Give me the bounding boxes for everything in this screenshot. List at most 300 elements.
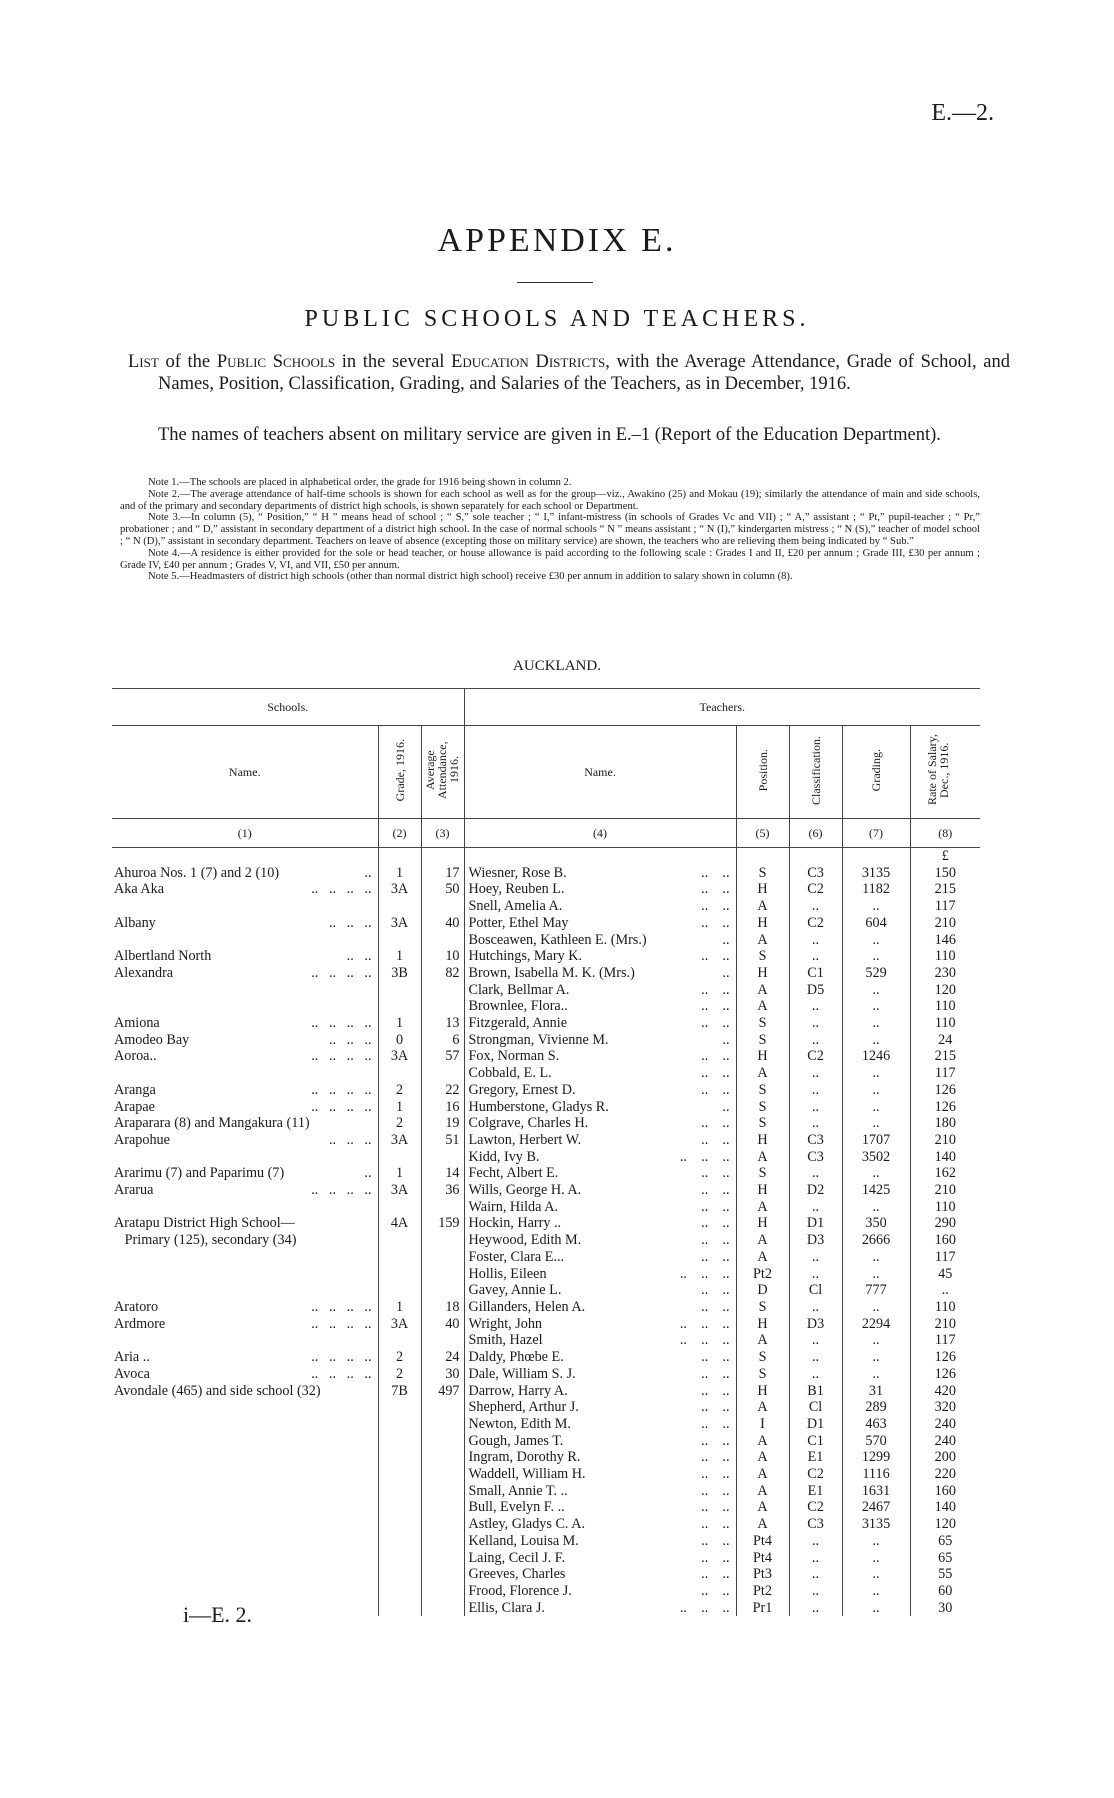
classification-cell: ..	[789, 1015, 842, 1032]
school-leader-dots: .. .. .. ..	[311, 1315, 372, 1332]
grading-cell: ..	[842, 1550, 910, 1567]
attendance-cell: 40	[421, 1316, 464, 1333]
grading-cell: ..	[842, 982, 910, 999]
salary-cell: 210	[910, 1316, 980, 1333]
teacher-cell	[464, 1316, 736, 1333]
grade-cell: 7B	[378, 1383, 421, 1400]
attendance-cell	[421, 1516, 464, 1533]
grade-cell	[378, 1249, 421, 1266]
teacher-name: Snell, Amelia A.	[468, 898, 563, 915]
teacher-leader-dots: .. .. ..	[679, 1148, 730, 1165]
teacher-leader-dots: .. ..	[701, 1582, 730, 1599]
school-cell	[112, 948, 378, 965]
school-cell	[112, 1082, 378, 1099]
school-cell	[112, 1266, 378, 1283]
grading-cell: ..	[842, 1566, 910, 1583]
teacher-leader-dots: .. ..	[701, 1131, 730, 1148]
teacher-leader-dots: ..	[722, 1031, 730, 1048]
attendance-cell: 24	[421, 1349, 464, 1366]
col-position	[736, 726, 789, 819]
teacher-name: Wairn, Hilda A.	[468, 1198, 558, 1215]
grade-cell: 3A	[378, 1132, 421, 1149]
salary-cell: ..	[910, 1282, 980, 1299]
position-cell: Pt4	[736, 1533, 789, 1550]
classification-cell: D2	[789, 1182, 842, 1199]
position-cell: H	[736, 915, 789, 932]
teacher-name: Ellis, Clara J.	[468, 1599, 545, 1616]
table-row	[112, 1299, 980, 1316]
attendance-cell	[421, 1149, 464, 1166]
position-cell: H	[736, 1215, 789, 1232]
salary-cell: 110	[910, 948, 980, 965]
grade-cell	[378, 1149, 421, 1166]
salary-cell: 45	[910, 1266, 980, 1283]
col-num-8: (8)	[910, 819, 980, 848]
col-num-4: (4)	[464, 819, 736, 848]
salary-cell: 65	[910, 1533, 980, 1550]
intro-w3: Education Districts	[451, 352, 606, 372]
classification-cell: ..	[789, 1349, 842, 1366]
grade-cell	[378, 998, 421, 1015]
teacher-name: Strongman, Vivienne M.	[468, 1031, 609, 1048]
table-row	[112, 1349, 980, 1366]
teacher-cell	[464, 1132, 736, 1149]
classification-cell: ..	[789, 1583, 842, 1600]
teacher-leader-dots: .. ..	[701, 898, 730, 915]
teacher-name: Daldy, Phœbe E.	[468, 1349, 564, 1366]
classification-cell: C3	[789, 1132, 842, 1149]
notes-block	[120, 477, 980, 583]
grade-cell: 2	[378, 1349, 421, 1366]
position-cell: H	[736, 965, 789, 982]
attendance-cell	[421, 1600, 464, 1617]
col-classification-label: Classification.	[808, 735, 823, 805]
school-cell	[112, 1349, 378, 1366]
attendance-cell: 30	[421, 1366, 464, 1383]
teacher-name: Kidd, Ivy B.	[468, 1148, 540, 1165]
teacher-cell	[464, 1249, 736, 1266]
attendance-cell: 82	[421, 965, 464, 982]
school-name: Aka Aka	[114, 881, 165, 898]
grading-cell: ..	[842, 1533, 910, 1550]
grade-cell: 3A	[378, 915, 421, 932]
teacher-name: Fox, Norman S.	[468, 1048, 560, 1065]
grading-cell: ..	[842, 1115, 910, 1132]
teacher-cell	[464, 881, 736, 898]
table-row	[112, 1466, 980, 1483]
school-cell	[112, 1199, 378, 1216]
grading-cell: ..	[842, 1015, 910, 1032]
salary-cell: 220	[910, 1466, 980, 1483]
school-cell	[112, 1383, 378, 1400]
grading-cell: ..	[842, 1082, 910, 1099]
teacher-name: Gillanders, Helen A.	[468, 1298, 586, 1315]
teacher-cell	[464, 1416, 736, 1433]
intro-t3: , with the Average Attendance, Grade of School, and Names, Position, Classification, Grading, and Salaries of the Teachers, as in December, 1916.	[158, 352, 1011, 394]
school-leader-dots: .. .. .. ..	[311, 1365, 372, 1382]
attendance-cell	[421, 1266, 464, 1283]
teacher-cell	[464, 1032, 736, 1049]
teacher-name: Heywood, Edith M.	[468, 1232, 582, 1249]
table-row	[112, 1483, 980, 1500]
grading-cell: 1707	[842, 1132, 910, 1149]
attendance-cell	[421, 1583, 464, 1600]
table-row	[112, 982, 980, 999]
school-cell	[112, 1449, 378, 1466]
table-row	[112, 898, 980, 915]
classification-cell: E1	[789, 1449, 842, 1466]
grade-cell	[378, 982, 421, 999]
grading-cell: 31	[842, 1383, 910, 1400]
col-salary-label: Rate of Salary, Dec., 1916.	[925, 734, 952, 806]
position-cell: A	[736, 1499, 789, 1516]
grading-cell: ..	[842, 1349, 910, 1366]
school-cell	[112, 1115, 378, 1132]
grading-cell: ..	[842, 898, 910, 915]
grading-cell: ..	[842, 1199, 910, 1216]
position-cell: D	[736, 1282, 789, 1299]
teacher-leader-dots: .. ..	[701, 1215, 730, 1232]
grade-cell	[378, 1232, 421, 1249]
school-leader-dots: .. .. .. ..	[311, 881, 372, 898]
grade-cell: 3A	[378, 1182, 421, 1199]
salary-cell: 117	[910, 898, 980, 915]
classification-cell: ..	[789, 1199, 842, 1216]
grading-cell: 1116	[842, 1466, 910, 1483]
position-cell: S	[736, 865, 789, 882]
teacher-cell	[464, 1182, 736, 1199]
position-cell: H	[736, 881, 789, 898]
grade-cell: 3B	[378, 965, 421, 982]
school-name: Ahuroa Nos. 1 (7) and 2 (10)	[114, 864, 280, 881]
teacher-name: Gavey, Annie L.	[468, 1282, 562, 1299]
intro-w1: List	[128, 352, 159, 372]
school-cell	[112, 1366, 378, 1383]
table-row	[112, 1182, 980, 1199]
grade-cell	[378, 1566, 421, 1583]
attendance-cell: 13	[421, 1015, 464, 1032]
teacher-name: Hoey, Reuben L.	[468, 881, 565, 898]
classification-cell: ..	[789, 1065, 842, 1082]
teacher-name: Hutchings, Mary K.	[468, 948, 583, 965]
spacer-row	[112, 848, 980, 865]
teacher-leader-dots: .. ..	[701, 1232, 730, 1249]
school-name: Aratapu District High School—	[114, 1215, 295, 1232]
attendance-cell: 159	[421, 1215, 464, 1232]
col-position-label: Position.	[755, 748, 770, 792]
classification-cell: ..	[789, 1082, 842, 1099]
position-cell: A	[736, 1466, 789, 1483]
teacher-name: Hockin, Harry ..	[468, 1215, 562, 1232]
position-cell: A	[736, 1516, 789, 1533]
salary-cell: 160	[910, 1232, 980, 1249]
attendance-cell: 19	[421, 1115, 464, 1132]
position-cell: Pt2	[736, 1583, 789, 1600]
teacher-leader-dots: .. ..	[701, 1449, 730, 1466]
grade-cell	[378, 1332, 421, 1349]
group-teachers: Teachers.	[464, 689, 980, 726]
grading-cell: ..	[842, 1366, 910, 1383]
teacher-cell	[464, 1583, 736, 1600]
school-name: Aratoro	[114, 1298, 159, 1315]
position-cell: Pt2	[736, 1266, 789, 1283]
teacher-name: Bull, Evelyn F. ..	[468, 1499, 565, 1516]
grade-cell	[378, 1065, 421, 1082]
salary-cell: 210	[910, 1182, 980, 1199]
classification-cell: ..	[789, 932, 842, 949]
grade-cell: 3A	[378, 1316, 421, 1333]
teacher-leader-dots: .. ..	[701, 1482, 730, 1499]
classification-cell: ..	[789, 1332, 842, 1349]
salary-cell: 146	[910, 932, 980, 949]
teacher-cell	[464, 1048, 736, 1065]
teacher-leader-dots: .. ..	[701, 914, 730, 931]
school-name: Avoca	[114, 1365, 150, 1382]
position-cell: A	[736, 1249, 789, 1266]
classification-cell: ..	[789, 1165, 842, 1182]
grading-cell: ..	[842, 1600, 910, 1617]
classification-cell: C2	[789, 881, 842, 898]
salary-cell: 126	[910, 1349, 980, 1366]
teacher-leader-dots: .. ..	[701, 1081, 730, 1098]
table-row	[112, 1249, 980, 1266]
teacher-name: Clark, Bellmar A.	[468, 981, 570, 998]
grade-cell: 1	[378, 1015, 421, 1032]
col-grading	[842, 726, 910, 819]
school-name: Amiona	[114, 1015, 160, 1032]
col-school-name: Name.	[112, 726, 378, 819]
teacher-leader-dots: .. ..	[701, 1198, 730, 1215]
position-cell: S	[736, 948, 789, 965]
grading-cell: ..	[842, 1266, 910, 1283]
classification-cell: Cl	[789, 1282, 842, 1299]
grade-cell: 1	[378, 1299, 421, 1316]
salary-cell: 215	[910, 881, 980, 898]
col-num-6: (6)	[789, 819, 842, 848]
teacher-cell	[464, 1449, 736, 1466]
table-row	[112, 865, 980, 882]
teacher-leader-dots: .. .. ..	[679, 1315, 730, 1332]
salary-cell: 60	[910, 1583, 980, 1600]
grade-cell	[378, 1499, 421, 1516]
classification-cell: D3	[789, 1316, 842, 1333]
col-grade-label: Grade, 1916.	[392, 738, 407, 802]
classification-cell: ..	[789, 998, 842, 1015]
salary-cell: 162	[910, 1165, 980, 1182]
teacher-leader-dots: .. ..	[701, 981, 730, 998]
school-name: Arapae	[114, 1098, 155, 1115]
col-teacher-name: Name.	[464, 726, 736, 819]
teacher-leader-dots: .. ..	[701, 1048, 730, 1065]
teacher-leader-dots: .. ..	[701, 1532, 730, 1549]
salary-cell: 126	[910, 1099, 980, 1116]
school-cell	[112, 1533, 378, 1550]
note-1: Note 1.—The schools are placed in alphabetical order, the grade for 1916 being shown in column 2.	[148, 477, 572, 488]
school-cell	[112, 965, 378, 982]
teacher-cell	[464, 1499, 736, 1516]
grade-cell	[378, 1533, 421, 1550]
attendance-cell	[421, 1282, 464, 1299]
school-cell	[112, 932, 378, 949]
grade-cell	[378, 1433, 421, 1450]
teacher-cell	[464, 1065, 736, 1082]
col-num-5: (5)	[736, 819, 789, 848]
teacher-name: Brown, Isabella M. K. (Mrs.)	[468, 964, 635, 981]
classification-cell: D5	[789, 982, 842, 999]
page-reference: E.—2.	[931, 100, 994, 126]
teacher-cell	[464, 1433, 736, 1450]
teacher-name: Waddell, William H.	[468, 1466, 586, 1483]
school-cell	[112, 1048, 378, 1065]
appendix-title: APPENDIX E.	[437, 222, 677, 259]
grade-cell	[378, 1583, 421, 1600]
page-footer: i—E. 2.	[183, 1602, 253, 1627]
teacher-leader-dots: .. ..	[701, 1499, 730, 1516]
position-cell: A	[736, 1449, 789, 1466]
table-row	[112, 1383, 980, 1400]
teacher-name: Ingram, Dorothy R.	[468, 1449, 581, 1466]
teacher-cell	[464, 1015, 736, 1032]
table-row	[112, 1316, 980, 1333]
school-leader-dots: .. .. .. ..	[311, 964, 372, 981]
attendance-cell	[421, 1533, 464, 1550]
salary-cell: 320	[910, 1399, 980, 1416]
teacher-leader-dots: .. ..	[701, 1399, 730, 1416]
school-name: Ardmore	[114, 1315, 166, 1332]
salary-cell: 140	[910, 1149, 980, 1166]
teacher-name: Bosceawen, Kathleen E. (Mrs.)	[468, 931, 647, 948]
school-cell	[112, 1232, 378, 1249]
school-name: Aoroa..	[114, 1048, 157, 1065]
attendance-cell	[421, 1232, 464, 1249]
classification-cell: ..	[789, 1115, 842, 1132]
school-leader-dots: .. .. .. ..	[311, 1048, 372, 1065]
teacher-name: Foster, Clara E...	[468, 1248, 565, 1265]
table-row	[112, 1215, 980, 1232]
grading-cell: ..	[842, 1165, 910, 1182]
school-leader-dots: .. .. ..	[328, 914, 372, 931]
salary-cell: 290	[910, 1215, 980, 1232]
school-name: Araparara (8) and Mangakura (11)	[114, 1115, 310, 1132]
position-cell: H	[736, 1383, 789, 1400]
col-attendance-label: Average Attendance, 1916.	[422, 741, 461, 799]
table-row	[112, 998, 980, 1015]
salary-cell: 55	[910, 1566, 980, 1583]
teacher-leader-dots: .. ..	[701, 1549, 730, 1566]
position-cell: A	[736, 1483, 789, 1500]
salary-cell: 180	[910, 1115, 980, 1132]
attendance-cell: 18	[421, 1299, 464, 1316]
teacher-name: Gough, James T.	[468, 1432, 564, 1449]
school-leader-dots: ..	[364, 864, 372, 881]
teacher-leader-dots: .. .. ..	[679, 1332, 730, 1349]
grade-cell: 1	[378, 948, 421, 965]
district-heading: AUCKLAND.	[513, 658, 601, 674]
school-name: Albany	[114, 914, 156, 931]
attendance-cell: 57	[421, 1048, 464, 1065]
grade-cell: 1	[378, 1099, 421, 1116]
salary-cell: 140	[910, 1499, 980, 1516]
attendance-cell	[421, 1499, 464, 1516]
grade-cell	[378, 1600, 421, 1617]
attendance-cell: 50	[421, 881, 464, 898]
salary-cell: 110	[910, 1299, 980, 1316]
grade-cell	[378, 1282, 421, 1299]
table-row	[112, 1366, 980, 1383]
grading-cell: ..	[842, 1583, 910, 1600]
grade-cell	[378, 1199, 421, 1216]
grading-cell: 1631	[842, 1483, 910, 1500]
position-cell: A	[736, 982, 789, 999]
salary-cell: 117	[910, 1065, 980, 1082]
position-cell: Pt3	[736, 1566, 789, 1583]
classification-cell: ..	[789, 1299, 842, 1316]
intro-w2: Public Schools	[216, 352, 336, 372]
teacher-leader-dots: .. ..	[701, 1298, 730, 1315]
table-row	[112, 1533, 980, 1550]
teacher-name: Small, Annie T. ..	[468, 1482, 568, 1499]
table-row	[112, 915, 980, 932]
intro-paragraph	[128, 351, 1010, 395]
school-leader-dots: ..	[364, 1165, 372, 1182]
teacher-name: Frood, Florence J.	[468, 1582, 572, 1599]
attendance-cell: 40	[421, 915, 464, 932]
classification-cell: C2	[789, 915, 842, 932]
classification-cell: ..	[789, 948, 842, 965]
grading-cell: 1182	[842, 881, 910, 898]
classification-cell: C1	[789, 965, 842, 982]
classification-cell: D1	[789, 1416, 842, 1433]
teacher-name: Fitzgerald, Annie	[468, 1015, 568, 1032]
grading-cell: 289	[842, 1399, 910, 1416]
attendance-cell	[421, 1449, 464, 1466]
teacher-cell	[464, 932, 736, 949]
school-leader-dots: .. .. ..	[328, 1131, 372, 1148]
teacher-name: Wiesner, Rose B.	[468, 864, 567, 881]
attendance-cell: 22	[421, 1082, 464, 1099]
position-cell: A	[736, 998, 789, 1015]
table-row	[112, 1232, 980, 1249]
teacher-leader-dots: .. ..	[701, 998, 730, 1015]
grading-cell: ..	[842, 1032, 910, 1049]
school-cell	[112, 1165, 378, 1182]
attendance-cell	[421, 1566, 464, 1583]
classification-cell: C2	[789, 1048, 842, 1065]
school-leader-dots: .. .. .. ..	[311, 1349, 372, 1366]
attendance-cell	[421, 998, 464, 1015]
teacher-leader-dots: .. ..	[701, 1065, 730, 1082]
teacher-cell	[464, 1232, 736, 1249]
teacher-cell	[464, 1332, 736, 1349]
col-num-3: (3)	[421, 819, 464, 848]
school-name: Primary (125), secondary (34)	[114, 1232, 297, 1249]
school-leader-dots: .. .. ..	[328, 1031, 372, 1048]
position-cell: A	[736, 1065, 789, 1082]
teacher-cell	[464, 1483, 736, 1500]
attendance-cell	[421, 982, 464, 999]
attendance-cell	[421, 1399, 464, 1416]
position-cell: H	[736, 1316, 789, 1333]
attendance-cell: 16	[421, 1099, 464, 1116]
teacher-leader-dots: .. ..	[701, 1349, 730, 1366]
classification-cell: E1	[789, 1483, 842, 1500]
position-cell: Pr1	[736, 1600, 789, 1617]
col-num-1: (1)	[112, 819, 378, 848]
teacher-name: Colgrave, Charles H.	[468, 1115, 589, 1132]
position-cell: A	[736, 1399, 789, 1416]
position-cell: Pt4	[736, 1550, 789, 1567]
table-row	[112, 965, 980, 982]
